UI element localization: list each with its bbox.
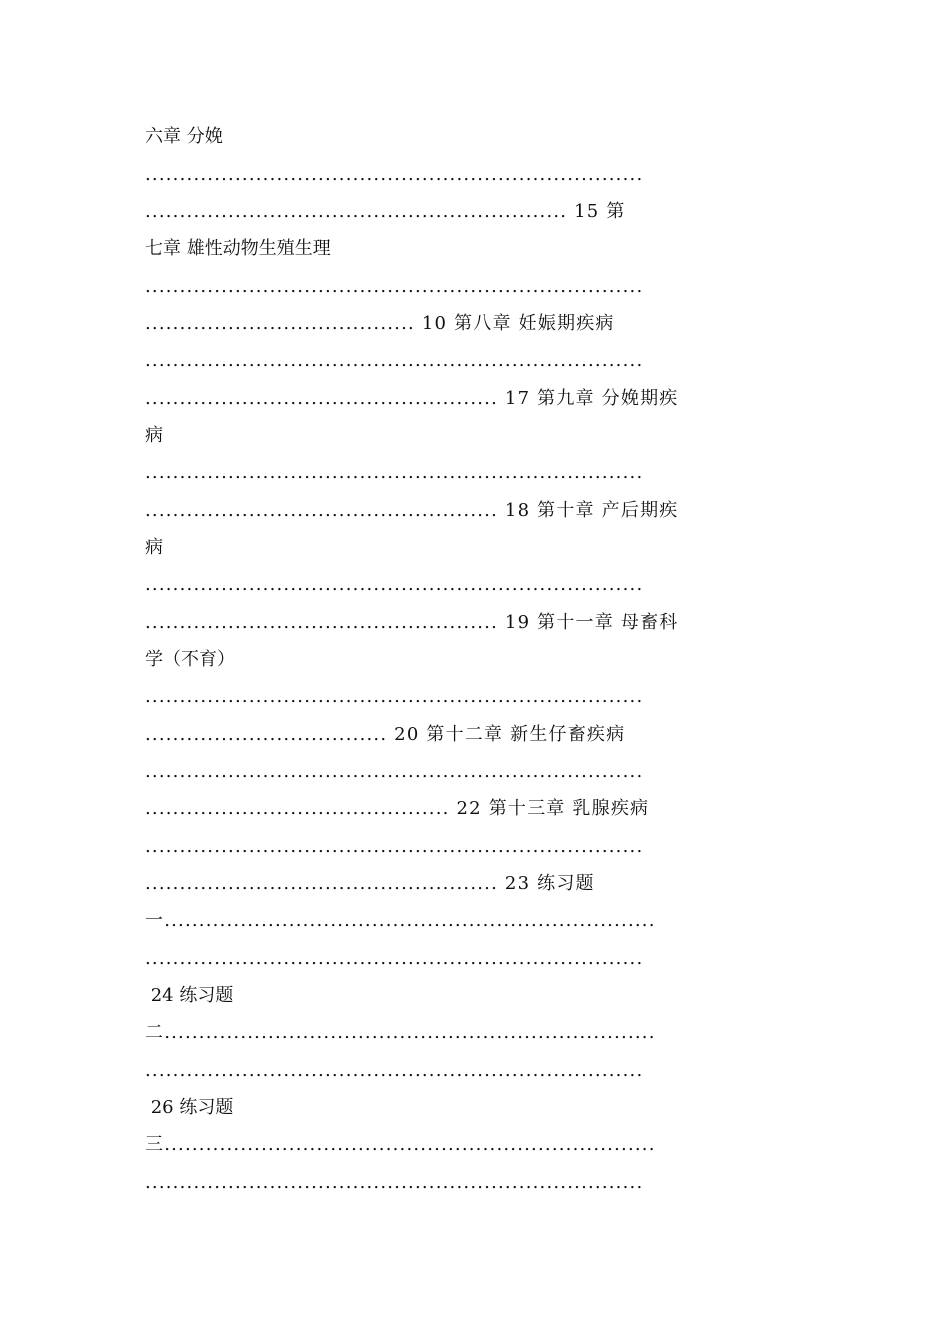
toc-leader-line: ................................................... 18 第十章 产后期疾 [145,500,679,521]
toc-leader-line: 二....................................................................... [145,1022,656,1043]
toc-line: 七章 雄性动物生殖生理 [145,238,331,259]
toc-leader-line: ........................................................................ [145,574,644,595]
toc-leader-line: 三....................................................................... [145,1134,656,1155]
toc-leader-line: ........................................................................ [145,761,644,782]
toc-leader-line: ................................................... 17 第九章 分娩期疾 [145,388,679,409]
toc-leader-line: ........................................................................ [145,1060,644,1081]
toc-line: 病 [145,425,163,446]
toc-line: 学（不育） [145,649,235,670]
toc-leader-line: ................................................... 23 练习题 [145,873,595,894]
toc-leader-line: ........................................................................ [145,686,644,707]
toc-line: 26 练习题 [145,1097,234,1118]
toc-leader-line: ........................................................................ [145,948,644,969]
toc-line: 病 [145,537,163,558]
toc-leader-line: ............................................ 22 第十三章 乳腺疾病 [145,798,650,819]
toc-leader-line: ............................................................. 15 第 [145,201,626,222]
toc-leader-line: 一....................................................................... [145,910,656,931]
toc-leader-line: ....................................... 10 第八章 妊娠期疾病 [145,313,615,334]
toc-leader-line: ................................... 20 第十二章 新生仔畜疾病 [145,724,626,745]
toc-leader-line: ........................................................................ [145,164,644,185]
toc-leader-line: ................................................... 19 第十一章 母畜科 [145,612,679,633]
toc-leader-line: ........................................................................ [145,276,644,297]
toc-leader-line: ........................................................................ [145,836,644,857]
toc-leader-line: ........................................................................ [145,462,644,483]
toc-leader-line: ........................................................................ [145,350,644,371]
toc-line: 六章 分娩 [145,126,223,147]
toc-line: 24 练习题 [145,985,234,1006]
toc-leader-line: ........................................................................ [145,1172,644,1193]
